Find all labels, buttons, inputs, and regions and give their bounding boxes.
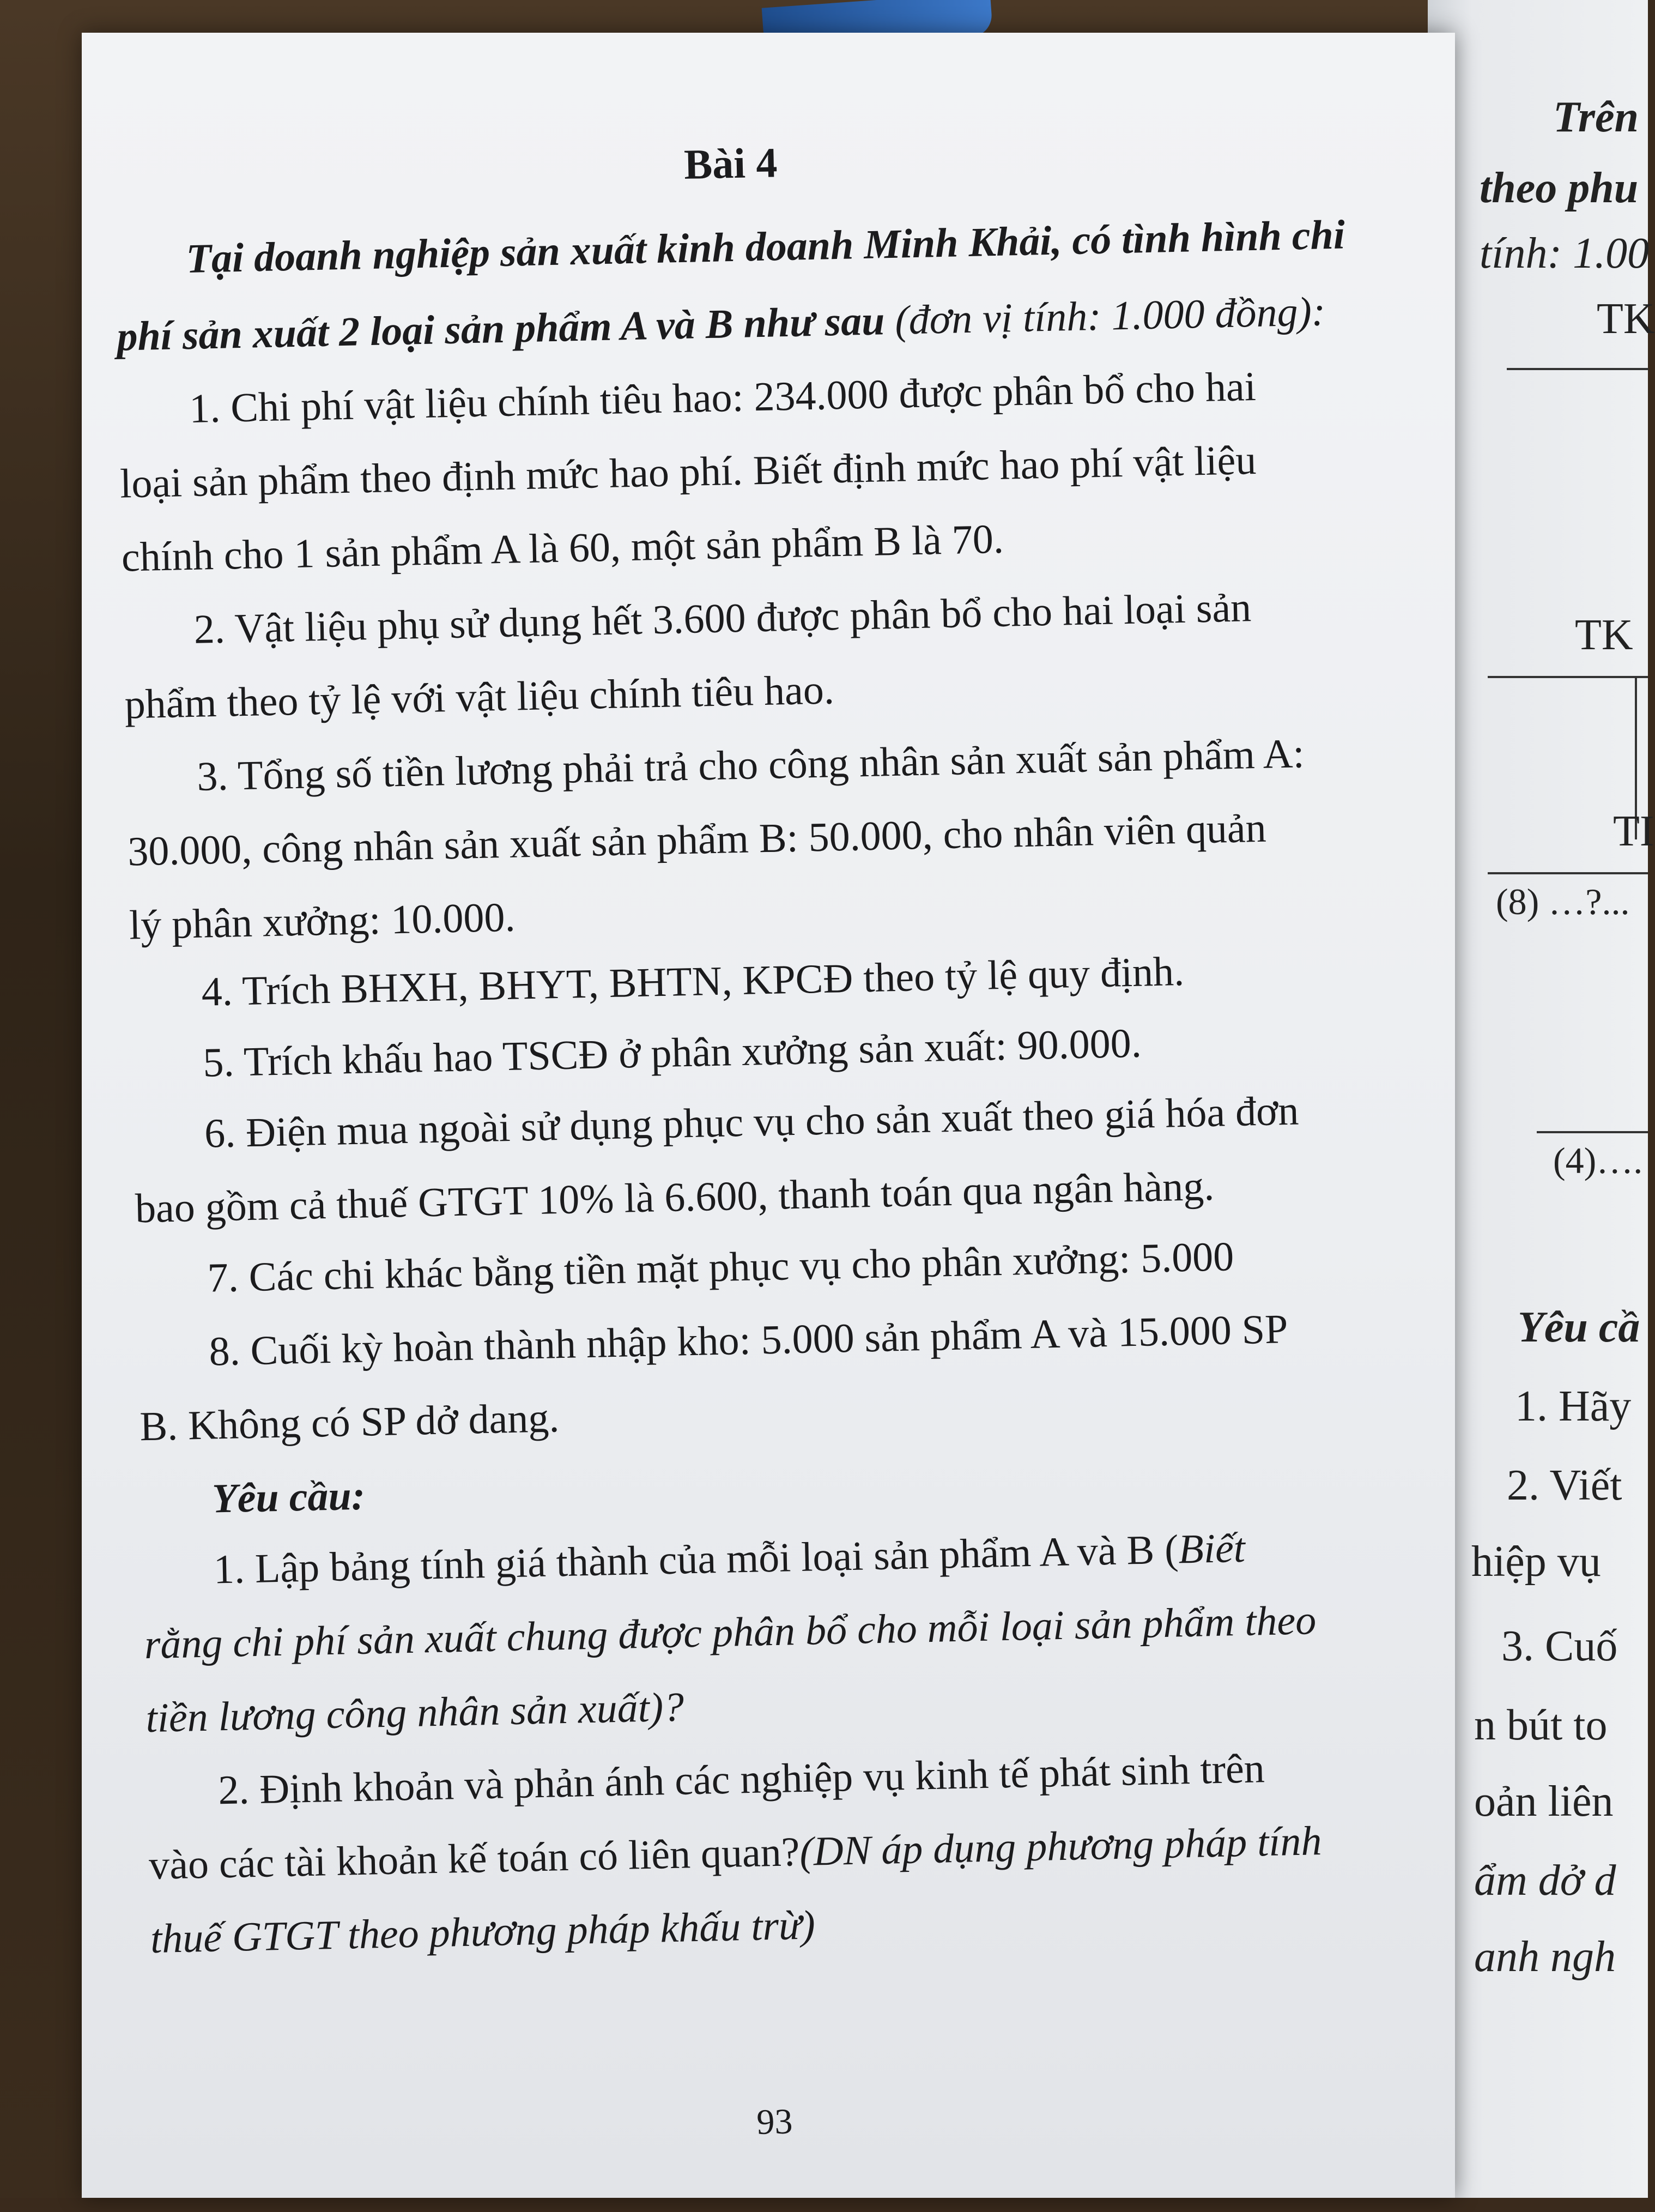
textbook-page <box>82 33 1455 2198</box>
next-page-fragment: TK <box>1575 611 1633 659</box>
item-2-line-1: 2. Vật liệu phụ sử dụng hết 3.600 được phân bổ cho hai loại sản <box>193 584 1252 652</box>
item-1-line-2: loại sản phẩm theo định mức hao phí. Biết định mức hao phí vật liệu <box>119 437 1257 507</box>
item-6-line-1: 6. Điện mua ngoài sử dụng phục vụ cho sản xuất theo giá hóa đơn <box>204 1087 1300 1157</box>
requirement-1-note: Biết <box>1178 1525 1246 1573</box>
requirement-1-text: 1. Lập bảng tính giá thành của mỗi loại sản phẩm A và B ( <box>213 1526 1179 1593</box>
next-page-fragment: hiệp vụ <box>1471 1538 1601 1586</box>
requirement-2-line-2 <box>148 1818 1323 1889</box>
next-page-fragment: (8) …?... <box>1496 881 1630 922</box>
exercise-title: Bài 4 <box>683 138 778 188</box>
requirement-1-line-1 <box>213 1527 1245 1591</box>
requirement-2-line-3: thuế GTGT theo phương pháp khấu trừ) <box>150 1902 816 1962</box>
item-3-line-3: lý phân xưởng: 10.000. <box>129 894 516 948</box>
requirement-2-note: (DN áp dụng phương pháp tính <box>799 1818 1323 1875</box>
item-6-line-2: bao gồm cả thuế GTGT 10% là 6.600, thanh toán qua ngân hàng. <box>135 1163 1215 1232</box>
next-page-fragment: Yêu cầ <box>1518 1303 1640 1351</box>
intro-line-2-bold: phí sản xuất 2 loại sản phẩm A và B như sau <box>116 297 896 360</box>
requirement-2-line-1: 2. Định khoản và phản ánh các nghiệp vụ kinh tế phát sinh trên <box>217 1745 1265 1814</box>
t-account-rule <box>1488 872 1648 874</box>
next-page-fragment: n bút to <box>1474 1701 1608 1749</box>
intro-line-2 <box>116 288 1326 360</box>
next-page-fragment: 2. Viết <box>1507 1461 1622 1509</box>
item-8-line-1: 8. Cuối kỳ hoàn thành nhập kho: 5.000 sản phẩm A và 15.000 SP <box>208 1306 1289 1375</box>
page-number: 93 <box>756 2101 793 2142</box>
item-4: 4. Trích BHXH, BHYT, BHTN, KPCĐ theo tỷ lệ quy định. <box>201 948 1185 1015</box>
next-page-fragment: Trên <box>1553 93 1639 141</box>
page-content <box>59 19 1477 2212</box>
next-page-fragment: (4)…. <box>1553 1140 1643 1181</box>
t-account-rule <box>1537 1131 1648 1133</box>
next-page-fragment: anh ngh <box>1474 1933 1616 1981</box>
t-account-rule <box>1488 676 1648 678</box>
item-3-line-2: 30.000, công nhân sản xuất sản phẩm B: 50.000, cho nhân viên quản <box>127 805 1267 875</box>
intro-line-1: Tại doanh nghiệp sản xuất kinh doanh Minh Khải, có tình hình chi <box>185 211 1345 282</box>
item-8-line-2: B. Không có SP dở dang. <box>139 1395 560 1450</box>
requirement-1-line-2: rằng chi phí sản xuất chung được phân bổ cho mỗi loại sản phẩm theo <box>143 1597 1317 1668</box>
next-page-fragment: TK <box>1597 295 1655 343</box>
t-account-rule <box>1507 368 1648 370</box>
requirement-2-text: vào các tài khoản kế toán có liên quan? <box>148 1829 801 1889</box>
next-page-fragment: theo phu <box>1480 164 1639 212</box>
item-1-line-1: 1. Chi phí vật liệu chính tiêu hao: 234.000 được phân bổ cho hai <box>189 363 1257 432</box>
next-page-fragment: TI <box>1613 807 1654 855</box>
item-1-line-3: chính cho 1 sản phẩm A là 60, một sản phẩm B là 70. <box>121 516 1004 581</box>
next-page-fragment: tính: 1.00 <box>1480 229 1650 277</box>
next-page-fragment: oản liên <box>1474 1778 1614 1826</box>
item-5: 5. Trích khấu hao TSCĐ ở phân xưởng sản xuất: 90.000. <box>202 1020 1142 1086</box>
next-page-fragment: ẩm dở d <box>1474 1857 1616 1905</box>
unit-note: (đơn vị tính: 1.000 đồng): <box>894 288 1326 343</box>
next-page-fragment: 3. Cuố <box>1501 1622 1618 1670</box>
requirements-heading: Yêu cầu: <box>211 1472 366 1522</box>
item-2-line-2: phẩm theo tỷ lệ với vật liệu chính tiêu hao. <box>124 667 835 728</box>
next-page-fragment: 1. Hãy <box>1515 1382 1632 1430</box>
requirement-1-line-3: tiền lương công nhân sản xuất)? <box>145 1684 684 1742</box>
item-3-line-1: 3. Tổng số tiền lương phải trả cho công nhân sản xuất sản phẩm A: <box>196 730 1305 800</box>
item-7: 7. Các chi khác bằng tiền mặt phục vụ cho phân xưởng: 5.000 <box>207 1234 1235 1301</box>
